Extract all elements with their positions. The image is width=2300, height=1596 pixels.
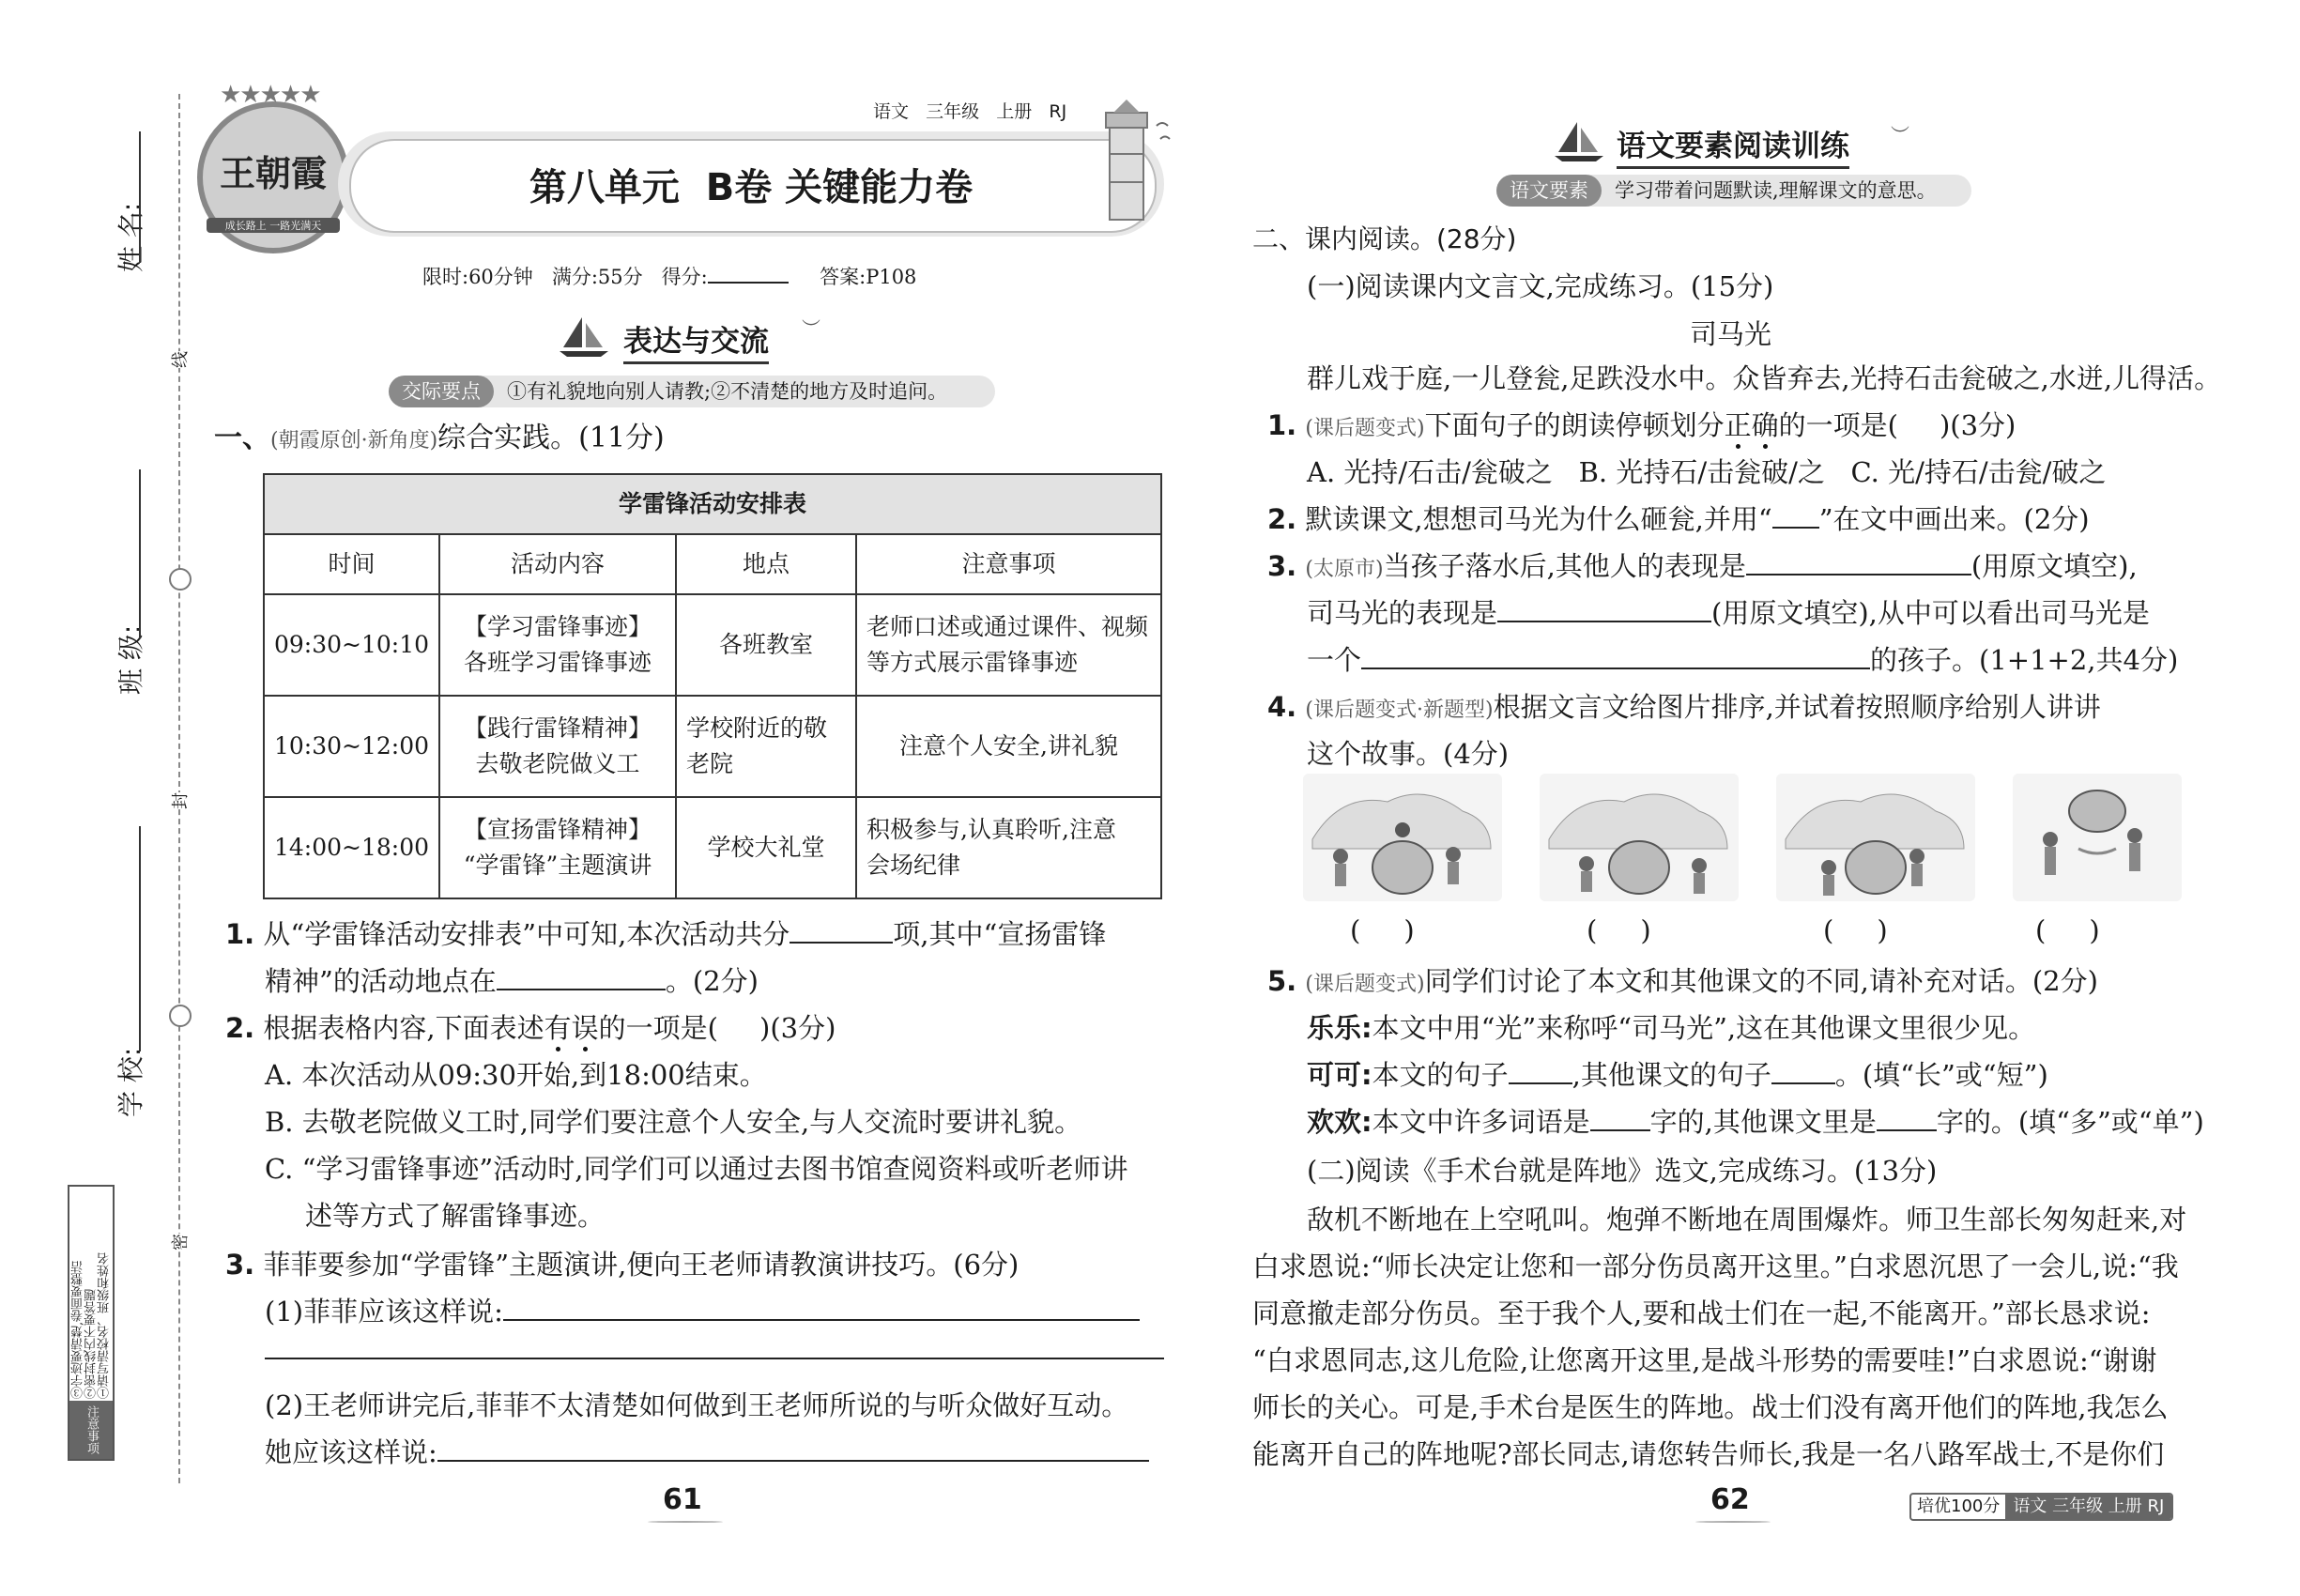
- story-picture-1: [1303, 774, 1502, 901]
- passage-line: 能离开自己的阵地呢?部长同志,请您转告师长,我是一名八路军战士,不是你们: [1252, 1438, 2165, 1470]
- edition-label: RJ: [1049, 101, 1067, 122]
- story-picture-3: [1776, 774, 1975, 901]
- row-place: 学校附近的敬 老院: [676, 696, 856, 797]
- row-activity: 【践行雷锋精神】 去敬老院做义工: [439, 696, 676, 797]
- answer-blank[interactable]: [1509, 1054, 1572, 1084]
- page-number-61: 61: [663, 1483, 702, 1516]
- order-paren-1[interactable]: ( ): [1350, 914, 1415, 946]
- fold-seal-mark: 封: [167, 792, 192, 809]
- time-limit: 限时:60分钟: [422, 266, 533, 288]
- passage-line: 白求恩说:“师长决定让您和一部分伤员离开这里。”白求恩沉思了一会儿,说:“我: [1252, 1251, 2179, 1282]
- row-time: 14:00~18:00: [264, 797, 439, 898]
- row-time: 09:30~10:10: [264, 594, 439, 696]
- row-note: 老师口述或通过课件、视频 等方式展示雷锋事迹: [856, 594, 1161, 696]
- answer-blank[interactable]: [1497, 592, 1711, 622]
- question-tag: (朝霞原创·新角度): [270, 429, 438, 453]
- answer-blank[interactable]: [1877, 1101, 1937, 1131]
- table-row: [264, 696, 1161, 797]
- answer-blank[interactable]: [790, 913, 893, 944]
- notice-item-3: ③字迹要清楚,卷面要整洁: [71, 1260, 85, 1399]
- tip-bar: [389, 376, 995, 407]
- option-c-cont: 述等方式了解雷锋事迹。: [305, 1200, 606, 1232]
- element-bar: [1496, 175, 1971, 207]
- lighthouse-icon: [1070, 98, 1183, 229]
- table-row: [264, 594, 1161, 696]
- name-blank: [139, 131, 141, 263]
- fold-secret-mark: 密: [167, 1234, 192, 1251]
- sub-question-2: 2. 根据表格内容,下面表述有误的一项是( )(3分): [225, 1012, 836, 1044]
- row-place: 各班教室: [676, 594, 856, 696]
- binding-hole-icon: [169, 568, 192, 591]
- fold-line-mark: 线: [167, 351, 192, 368]
- subject-label: 语文: [873, 101, 910, 122]
- reading-question-3: 3. (太原市)当孩子落水后,其他人的表现是 (用原文填空),: [1267, 543, 2138, 593]
- class-blank: [139, 469, 141, 638]
- poem-text: 群儿戏于庭,一儿登瓮,足跌没水中。众皆弃去,光持石击瓮破之,水迸,儿得活。: [1307, 362, 2222, 394]
- unit-title: 第八单元 B卷 关键能力卷: [529, 166, 974, 209]
- footer-text: 语文 三年级 上册 RJ: [2005, 1495, 2171, 1519]
- notice-item-1: ①请写清校名、班级和姓名: [98, 1252, 112, 1399]
- row-time: 10:30~12:00: [264, 696, 439, 797]
- order-paren-4[interactable]: ( ): [2035, 914, 2100, 946]
- passage-line: 敌机不断地在上空吼叫。炮弹不断地在周围爆炸。师卫生部长匆匆赶来,对: [1307, 1204, 2187, 1235]
- passage-line: 同意撤走部分伤员。至于我个人,要和战士们在一起,不能离开。”部长恳求说:: [1252, 1297, 2151, 1329]
- answer-line[interactable]: [265, 1358, 1164, 1359]
- table-header: 时间: [264, 534, 439, 594]
- notice-box: [68, 1185, 115, 1461]
- row-note: 积极参与,认真聆听,注意 会场纪律: [856, 797, 1161, 898]
- reading-question-3-cont: 司马光的表现是 (用原文填空),从中可以看出司马光是: [1307, 590, 2150, 637]
- sub-question-3-part1: (1)菲菲应该这样说:: [265, 1288, 1140, 1335]
- footer-badge: 培优100分: [1911, 1496, 2005, 1516]
- passage-line: 师长的关心。可是,手术台是医生的阵地。战士们没有离开他们的阵地,我怎么: [1252, 1391, 2169, 1423]
- row-activity: 【宣扬雷锋精神】 “学雷锋”主题演讲: [439, 797, 676, 898]
- grade-label: 三年级: [926, 101, 980, 122]
- answer-page: 答案:P108: [820, 266, 917, 288]
- table-row: [264, 797, 1161, 898]
- subject-tags: [873, 98, 1066, 123]
- poem-title: 司马光: [1690, 318, 1772, 350]
- schedule-table: [263, 473, 1162, 899]
- table-header: 注意事项: [856, 534, 1161, 594]
- bird-icon: ︶: [802, 317, 820, 340]
- answer-blank[interactable]: [1590, 1101, 1650, 1131]
- table-header: 活动内容: [439, 534, 676, 594]
- dialog-huanhuan: 欢欢:本文中许多词语是 字的,其他课文里是 字的。(填“多”或“单”): [1307, 1098, 2204, 1145]
- answer-line[interactable]: [503, 1291, 1140, 1321]
- option-a[interactable]: A. 本次活动从09:30开始,到18:00结束。: [265, 1059, 767, 1091]
- reading-question-4: 4. (课后题变式·新题型)根据文言文给图片排序,并试着按照顺序给别人讲讲: [1267, 691, 2101, 723]
- name-label: 姓 名:: [115, 202, 146, 272]
- reading-question-1-options[interactable]: A. 光持/石击/瓮破之 B. 光持石/击瓮破/之 C. 光/持石/击瓮/破之: [1307, 456, 2107, 488]
- footer-tag: [1909, 1493, 2173, 1521]
- reading-question-1: 1. (课后题变式)下面句子的朗读停顿划分正确的一项是( )(3分): [1267, 409, 2016, 441]
- story-picture-4: [2013, 774, 2182, 901]
- sub-question-3-part2-answer: 她应该这样说:: [265, 1429, 1149, 1476]
- answer-blank[interactable]: [1361, 639, 1870, 669]
- page-number-62: 62: [1710, 1483, 1750, 1516]
- reading-section-title: 语文要素阅读训练: [1617, 122, 1849, 169]
- question-title: 综合实践。(11分): [437, 422, 665, 454]
- logo-subtext: 成长路上 一路光满天: [207, 218, 340, 233]
- reading-question-4-cont: 这个故事。(4分): [1307, 738, 1510, 770]
- dialog-keke: 可可:本文的句子 ,其他课文的句子 。(填“长”或“短”): [1307, 1051, 2048, 1098]
- question-number: 一、: [214, 422, 270, 454]
- option-b[interactable]: B. 去敬老院做义工时,同学们要注意个人安全,与人交流时要讲礼貌。: [265, 1106, 1082, 1138]
- question-two-header: 二、课内阅读。(28分): [1252, 223, 1517, 254]
- row-activity: 【学习雷锋事迹】 各班学习雷锋事迹: [439, 594, 676, 696]
- star-icons: ★★★★★: [220, 81, 320, 109]
- tip-key: 交际要点: [389, 376, 494, 407]
- logo-text: 王朝霞: [219, 153, 327, 194]
- passage-line: “白求恩同志,这儿危险,让您离开这里,是战斗形势的需要哇!”白求恩说:“谢谢: [1252, 1344, 2157, 1376]
- volume-label: 上册: [996, 101, 1033, 122]
- page-swirl: [1695, 1521, 1771, 1523]
- school-label: 学 校:: [115, 1047, 146, 1117]
- sailboat-icon: [1555, 120, 1603, 161]
- tip-text: ①有礼貌地向别人请教;②不清楚的地方及时追问。: [507, 380, 948, 403]
- sub-question-3-part2: (2)王老师讲完后,菲菲不太清楚如何做到王老师所说的与听众做好互动。: [265, 1389, 1129, 1421]
- binding-dashed-line: [178, 94, 180, 1483]
- row-place: 学校大礼堂: [676, 797, 856, 898]
- page-swirl: [648, 1521, 723, 1523]
- answer-blank[interactable]: [1772, 499, 1819, 529]
- part-two-header: (二)阅读《手术台就是阵地》选文,完成练习。(13分): [1307, 1155, 1938, 1187]
- table-header: 地点: [676, 534, 856, 594]
- logo-badge: [197, 81, 349, 253]
- reading-question-5: 5. (课后题变式)同学们讨论了本文和其他课文的不同,请补充对话。(2分): [1267, 965, 2098, 997]
- expression-section-title: 表达与交流: [623, 317, 769, 364]
- dialog-lele: 乐乐:本文中用“光”来称呼“司马光”,这在其他课文里很少见。: [1307, 1012, 2036, 1044]
- school-blank: [139, 826, 141, 1051]
- full-score: 满分:55分: [551, 266, 643, 288]
- binding-hole-icon: [169, 1005, 192, 1027]
- element-key: 语文要素: [1496, 175, 1602, 207]
- question-one-header: [214, 415, 665, 465]
- reading-question-2: 2. 默读课文,想想司马光为什么砸瓮,并用“ ”在文中画出来。(2分): [1267, 496, 2090, 543]
- notice-item-2: ②密封线内不要答题: [84, 1289, 99, 1399]
- class-label: 班 级:: [115, 624, 146, 695]
- story-picture-2: [1540, 774, 1739, 901]
- sub-question-3: 3. 菲菲要参加“学雷锋”主题演讲,便向王老师请教演讲技巧。(6分): [225, 1249, 1020, 1281]
- sailboat-icon: [560, 315, 608, 357]
- answer-blank[interactable]: [497, 960, 666, 990]
- exam-meta: [422, 261, 916, 290]
- score-label: 得分:: [661, 266, 708, 288]
- bird-icon: ︶: [1891, 124, 1909, 146]
- order-paren-2[interactable]: ( ): [1587, 914, 1651, 946]
- score-blank[interactable]: [708, 261, 789, 284]
- notice-title: 注意事项: [69, 1401, 113, 1459]
- table-caption: 学雷锋活动安排表: [264, 474, 1161, 534]
- order-paren-3[interactable]: ( ): [1823, 914, 1888, 946]
- row-note: 注意个人安全,讲礼貌: [856, 696, 1161, 797]
- answer-line[interactable]: [437, 1432, 1149, 1462]
- answer-blank[interactable]: [1771, 1054, 1835, 1084]
- sub-question-1: 1. 从“学雷锋活动安排表”中可知,本次活动共分 项,其中“宣扬雷锋: [225, 911, 1106, 958]
- part-one-header: (一)阅读课内文言文,完成练习。(15分): [1307, 270, 1774, 302]
- sub-question-1-cont: 精神”的活动地点在 。(2分): [265, 958, 759, 1005]
- answer-blank[interactable]: [1746, 545, 1971, 575]
- reading-question-3-cont2: 一个 的孩子。(1+1+2,共4分): [1307, 637, 2178, 683]
- element-text: 学习带着问题默读,理解课文的意思。: [1615, 179, 1937, 202]
- passage: [1252, 1196, 2186, 1478]
- option-c[interactable]: C. “学习雷锋事迹”活动时,同学们可以通过去图书馆查阅资料或听老师讲: [265, 1153, 1128, 1185]
